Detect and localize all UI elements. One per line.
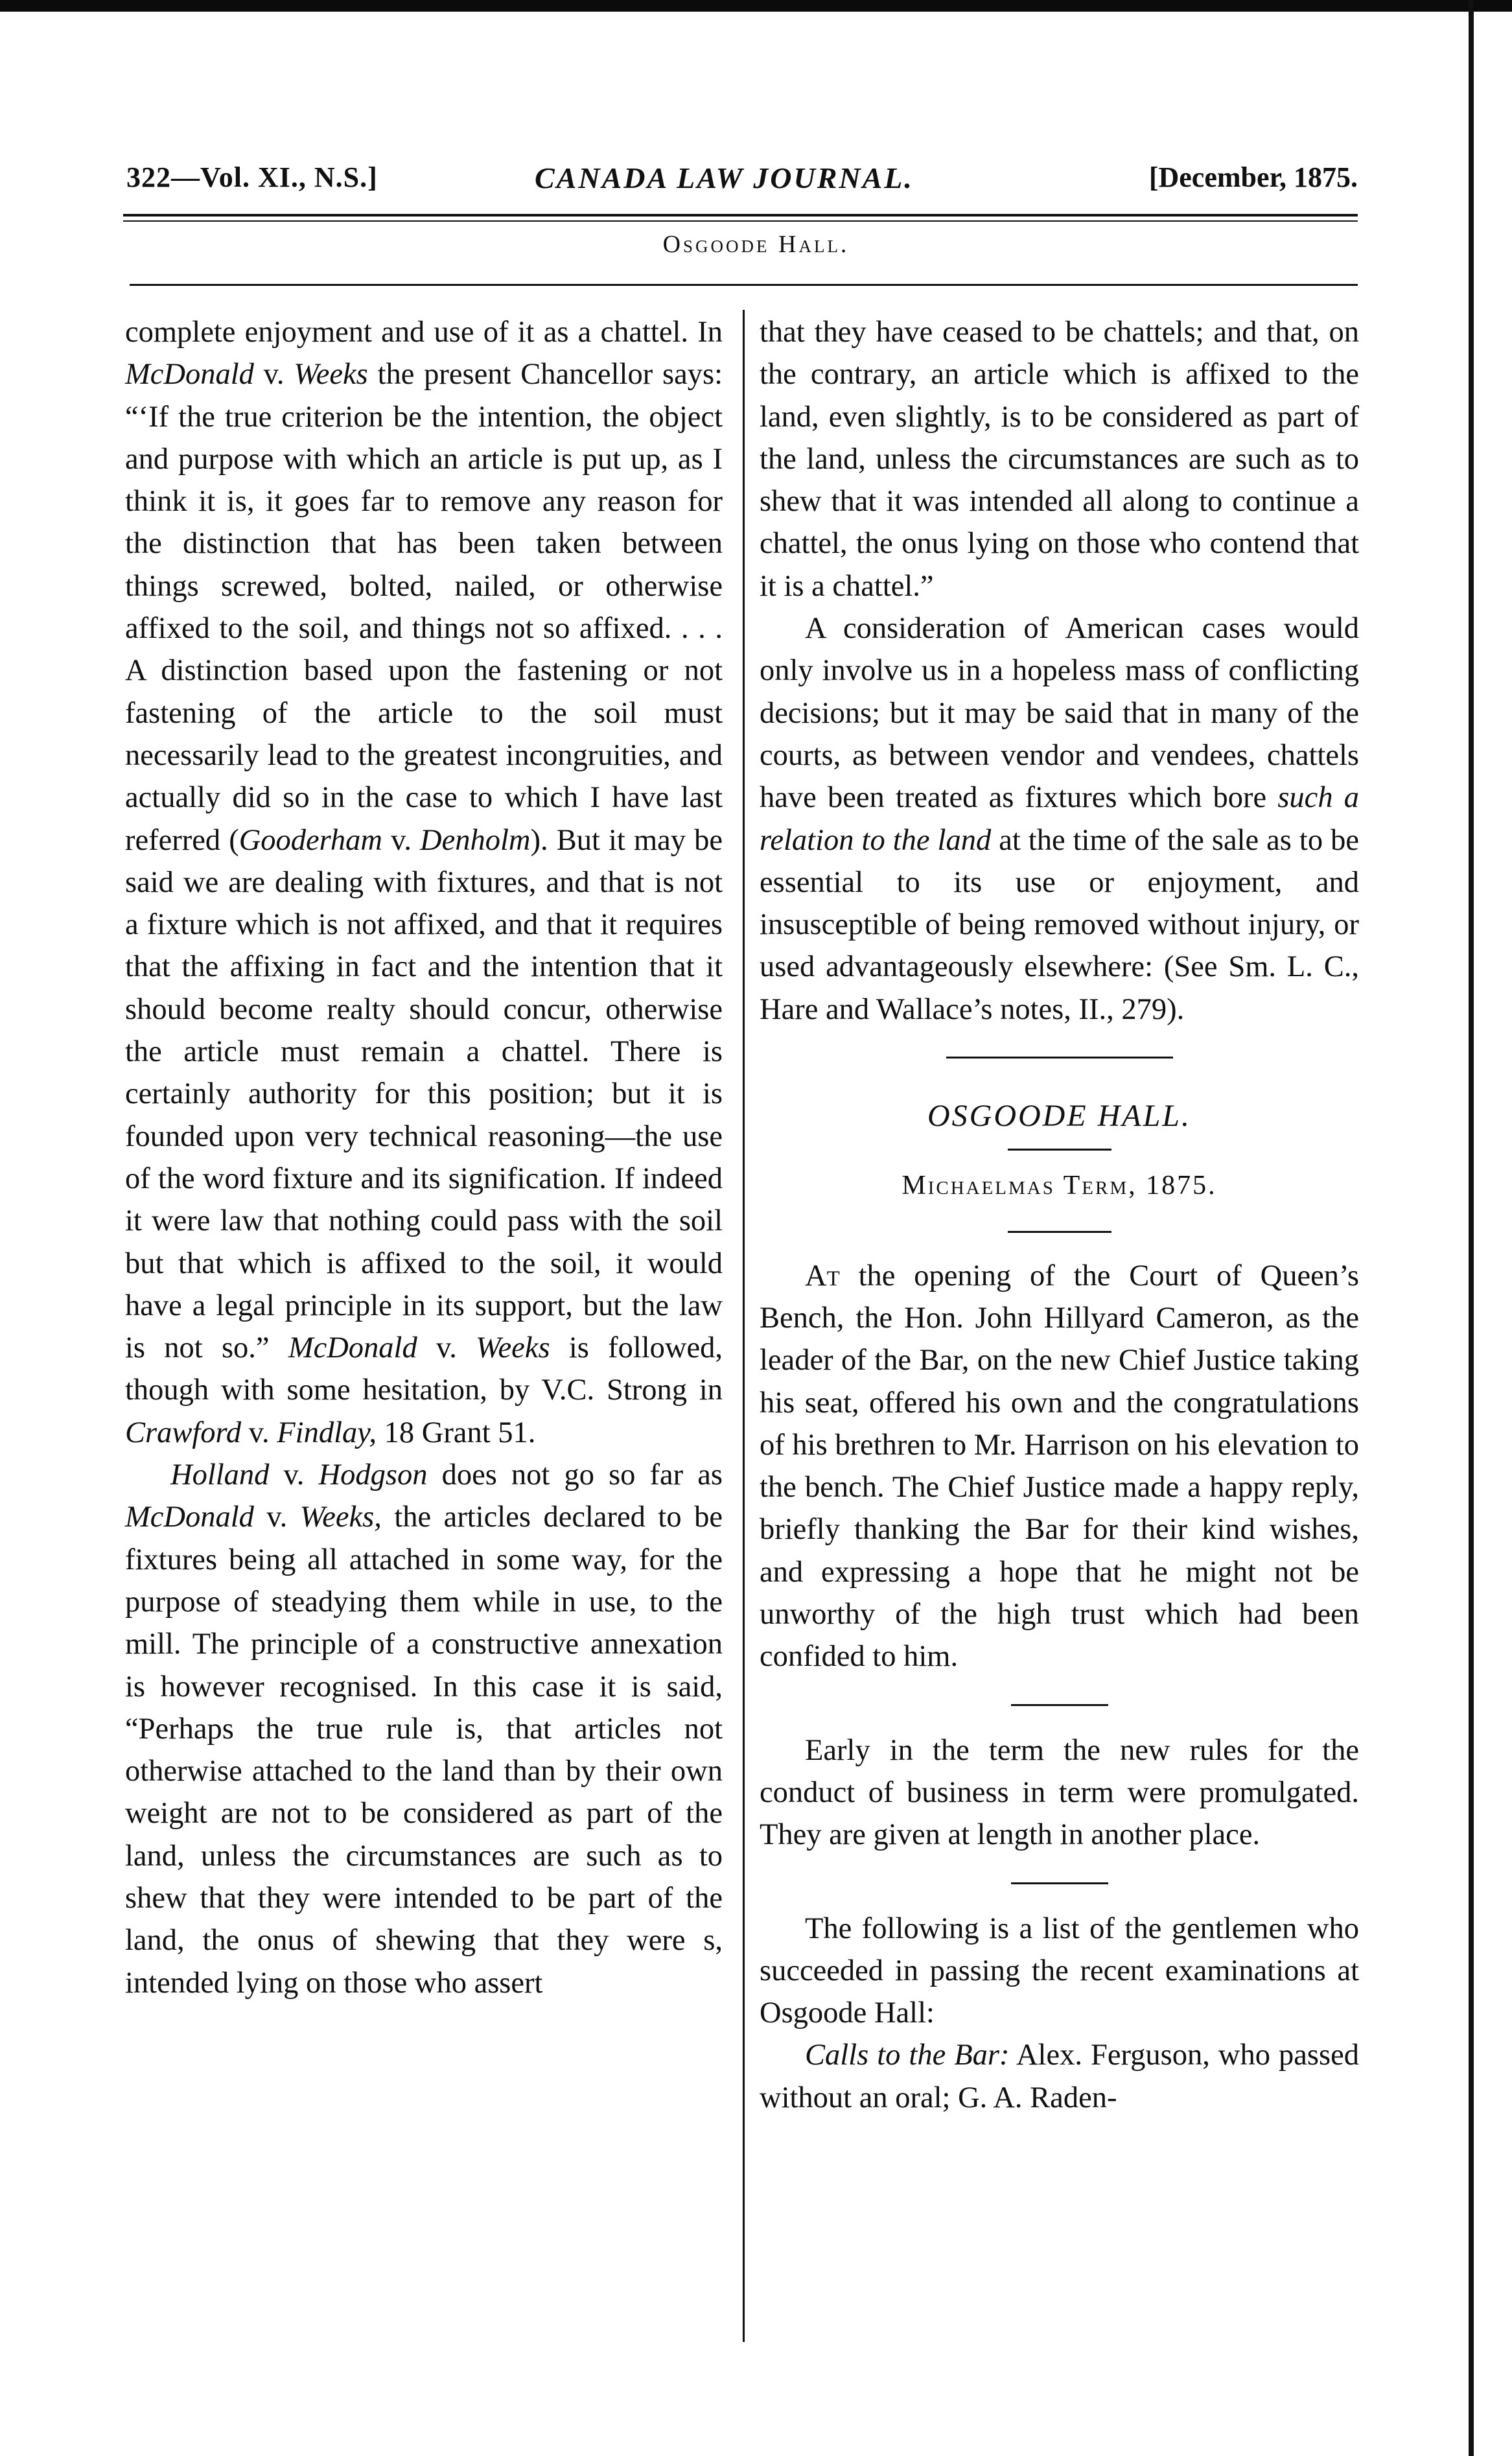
page-header <box>126 154 1358 206</box>
title-separator <box>1008 1149 1111 1151</box>
binding-edge-line <box>1469 0 1474 2456</box>
issue-date: [December, 1875. <box>1148 161 1358 193</box>
running-head-rule <box>130 284 1358 286</box>
right-paragraph-2: A consideration of American cases would only involve us in a hopeless mass of conflicting decisions; but it may be said that in many of the courts, as between vendor and vendees, chattels have been treated as fixtures which bore such a relation to the land at the time of the sale as to be essential to its use or enjoyment, and insusceptible of being removed without injury, or used advantageously elsewhere: (See Sm. L. C., Hare and Wallace’s notes, II., 279). <box>760 612 1359 1026</box>
case-name: McDonald <box>125 358 254 392</box>
case-name: McDonald <box>288 1331 417 1365</box>
emphasis: such a relation to the land <box>760 781 1359 857</box>
case-name: Weeks <box>294 358 368 392</box>
page-top-edge <box>0 0 1512 12</box>
right-column <box>760 311 1359 2119</box>
paragraph-separator <box>1011 1882 1108 1884</box>
case-name: Denholm <box>420 823 531 857</box>
section-subtitle: Michaelmas Term, 1875. <box>901 1171 1217 1201</box>
paragraph-separator <box>1011 1704 1108 1706</box>
right-paragraph-1: that they have ceased to be chattels; and that, on the contrary, an article which is affixed to the land, even slightly, is to be considered as part of the land, unless the circumstances are such as to shew that it was intended all along to continue a chattel, the onus lying on those who contend that it is a chattel.” <box>760 316 1359 603</box>
header-rule-top <box>123 214 1358 216</box>
running-head: Osgoode Hall. <box>662 231 850 258</box>
right-paragraph-6: Calls to the Bar: Alex. Ferguson, who passed without an oral; G. A. Raden- <box>760 2039 1359 2114</box>
emphasis: Calls to the Bar: <box>805 2039 1010 2072</box>
case-name: Hodgson <box>318 1458 428 1492</box>
case-name: Weeks <box>476 1331 550 1365</box>
page-number-volume: 322—Vol. XI., N.S.] <box>126 161 378 193</box>
left-paragraph-2: Holland v. Hodgson does not go so far as McDonald v. Weeks, the articles declared to be fixtures being all attached in some way, for the purpose of steadying them while in use, to the mill. The principle of a constructive annexation is however recognised. In this case it is said, “Perhaps the true rule is, that articles not otherwise attached to the land than by their own weight are not to be considered as part of the land, unless the circumstances are such as to shew that they were intended to be part of the land, the onus of shewing that they were s, intended lying on those who assert <box>125 1458 723 2000</box>
case-name: Crawford <box>125 1416 242 1449</box>
header-rule-bottom <box>123 220 1358 222</box>
right-paragraph-3: At the opening of the Court of Queen’s Bench, the Hon. John Hillyard Cameron, as the leader of the Bar, on the new Chief Justice taking his seat, offered his own and the congratulations of his brethren to Mr. Harrison on his elevation to the bench. The Chief Justice made a happy reply, briefly thanking the Bar for their kind wishes, and expressing a hope that he might not be unworthy of the high trust which had been confided to him. <box>760 1259 1359 1674</box>
case-name: Weeks, <box>299 1501 382 1534</box>
section-separator <box>946 1057 1173 1058</box>
right-paragraph-4: Early in the term the new rules for the conduct of business in term were promulgated. They are given at length in another place. <box>760 1733 1359 1852</box>
section-title: OSGOODE HALL. <box>927 1099 1191 1134</box>
column-divider <box>743 310 745 2342</box>
journal-title: CANADA LAW JOURNAL. <box>535 161 914 194</box>
case-name: Gooderham <box>238 823 382 857</box>
case-name: Holland <box>170 1458 270 1492</box>
left-paragraph-1: complete enjoyment and use of it as a chattel. In McDonald v. Weeks the present Chancellor says: “‘If the true criterion be the intention, the object and purpose with which an article is put up, as I think it is, it goes far to remove any reason for the distinction that has been taken between things screwed, bolted, nailed, or otherwise affixed to the soil, and things not so affixed. . . . A distinction based upon the fastening or not fastening of the article to the soil must necessarily lead to the greatest incongruities, and actually did so in the case to which I have last referred (Gooderham v. Denholm). But it may be said we are dealing with fixtures, and that is not a fixture which is not affixed, and that it requires that the affixing in fact and the intention that it should become realty should concur, otherwise the article must remain a chattel. There is certainly authority for this position; but it is founded upon very technical reasoning—the use of the word fixture and its signification. If indeed it were law that nothing could pass with the soil but that which is affixed to the soil, it would have a legal principle in its support, but the law is not so.” McDonald v. Weeks is followed, though with some hesitation, by V.C. Strong in Crawford v. Findlay, 18 Grant 51. <box>125 316 723 1449</box>
subtitle-separator <box>1008 1231 1111 1233</box>
right-paragraph-5: The following is a list of the gentlemen who succeeded in passing the recent examinations at Osgoode Hall: <box>760 1912 1359 2030</box>
case-name: McDonald <box>125 1501 254 1534</box>
left-column <box>125 311 723 2004</box>
case-name: Findlay, <box>277 1416 377 1449</box>
